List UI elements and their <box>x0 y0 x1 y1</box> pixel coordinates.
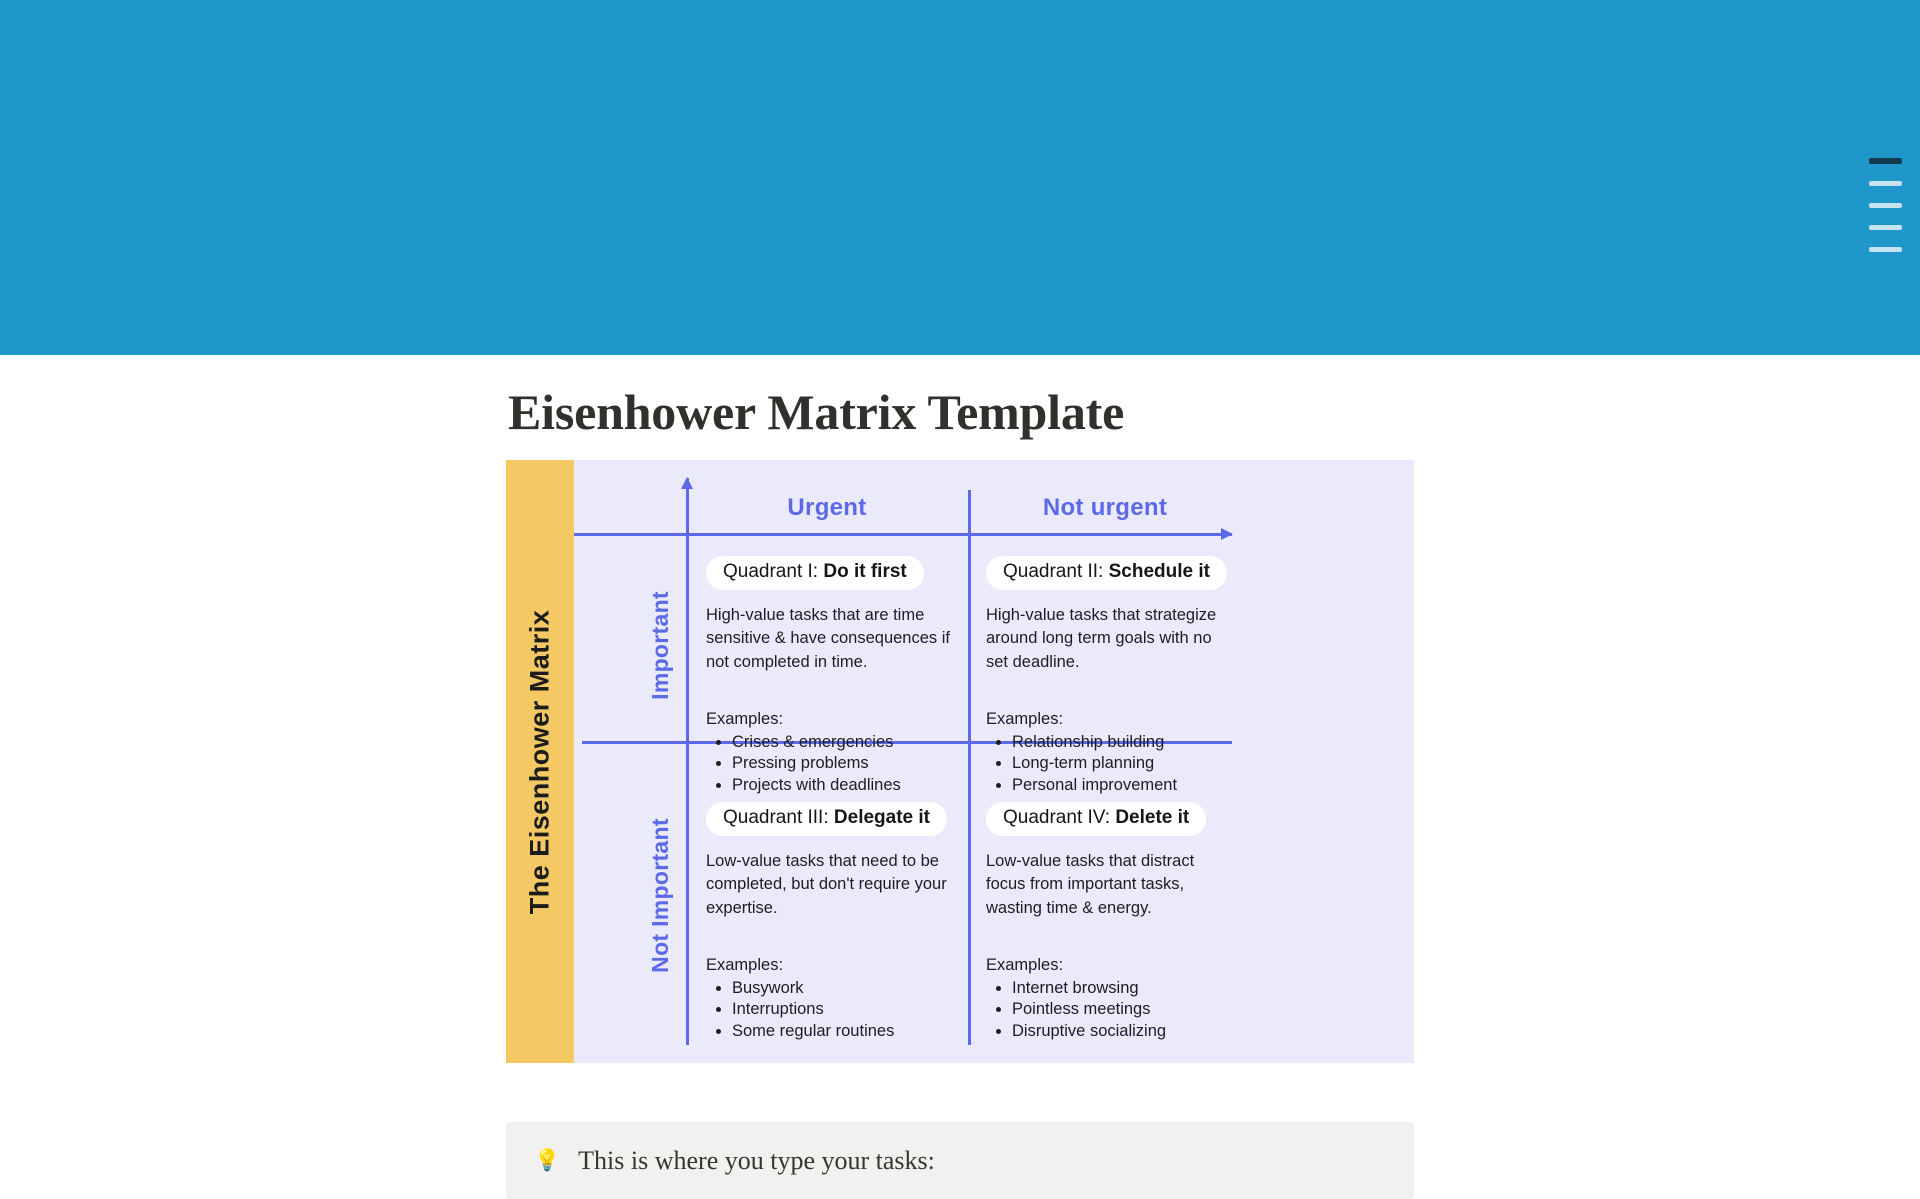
list-item: • Projects with deadlines <box>732 775 982 796</box>
quadrant-3-prefix: Quadrant III: <box>723 807 834 828</box>
quadrant-4-title <box>986 802 1206 836</box>
quadrant-3-title <box>706 802 947 836</box>
quadrant-4-examples-list <box>1012 978 1262 1042</box>
quadrant-3-description: Low-value tasks that need to be completed, but don't require your expertise. <box>706 851 947 917</box>
quadrant-2-action: Schedule it <box>1108 561 1210 582</box>
quadrant-3 <box>706 802 982 1042</box>
quadrant-4-examples-label: Examples: <box>986 956 1064 975</box>
quadrant-1-description: High-value tasks that are time sensitive & have consequences if not completed in time. <box>706 605 950 671</box>
quadrant-3-action: Delegate it <box>833 807 930 828</box>
column-header-urgent: Urgent <box>787 494 867 521</box>
eisenhower-matrix-graphic <box>506 460 1414 1063</box>
quadrant-3-examples-label: Examples: <box>706 956 784 975</box>
list-item: • Personal improvement <box>1012 775 1262 796</box>
list-item: • Pressing problems <box>732 753 982 774</box>
page-cover-banner <box>0 0 1920 355</box>
menu-bar-2 <box>1869 181 1902 186</box>
quadrant-1-examples <box>706 708 982 796</box>
row-label-important <box>643 560 677 730</box>
menu-bar-3 <box>1869 203 1902 208</box>
quadrant-4 <box>986 802 1262 1042</box>
row-label-important-text: Important <box>646 590 673 700</box>
page-title: Eisenhower Matrix Template <box>508 384 1125 440</box>
quadrant-2-examples <box>986 708 1262 796</box>
list-item: • Some regular routines <box>732 1021 982 1042</box>
list-item: • Interruptions <box>732 999 982 1020</box>
lightbulb-icon: 💡 <box>534 1149 561 1172</box>
column-header-not-urgent: Not urgent <box>1042 494 1168 521</box>
quadrant-4-description: Low-value tasks that distract focus from important tasks, wasting time & energy. <box>986 851 1195 917</box>
matrix-sidebar <box>506 460 574 1063</box>
quadrant-2-examples-label: Examples: <box>986 710 1064 729</box>
quadrant-2-examples-list <box>1012 732 1262 796</box>
quadrant-4-prefix: Quadrant IV: <box>1003 807 1116 828</box>
row-label-not-important-text: Not Important <box>646 817 673 973</box>
list-item: • Disruptive socializing <box>1012 1021 1262 1042</box>
list-item: • Long-term planning <box>1012 753 1262 774</box>
list-item: • Busywork <box>732 978 982 999</box>
list-item: • Relationship building <box>1012 732 1262 753</box>
horizontal-axis-arrow <box>574 533 1232 536</box>
quadrant-1 <box>706 556 982 796</box>
quadrant-1-action: Do it first <box>823 561 907 582</box>
quadrant-1-prefix: Quadrant I: <box>723 561 824 582</box>
menu-bar-5 <box>1869 247 1902 252</box>
list-item: • Crises & emergencies <box>732 732 982 753</box>
matrix-body <box>574 460 1414 1063</box>
quadrant-4-examples <box>986 954 1262 1042</box>
menu-bar-1 <box>1869 158 1902 164</box>
quadrant-3-examples <box>706 954 982 1042</box>
callout-block[interactable] <box>506 1122 1414 1199</box>
quadrant-1-examples-list <box>732 732 982 796</box>
quadrant-2-description: High-value tasks that strategize around long term goals with no set deadline. <box>986 605 1217 671</box>
quadrant-2-title <box>986 556 1227 590</box>
matrix-sidebar-label: The Eisenhower Matrix <box>524 609 555 914</box>
quadrant-2-prefix: Quadrant II: <box>1003 561 1109 582</box>
list-item: • Internet browsing <box>1012 978 1262 999</box>
list-item: • Pointless meetings <box>1012 999 1262 1020</box>
menu-bar-4 <box>1869 225 1902 230</box>
row-label-not-important <box>643 780 677 1010</box>
hamburger-menu-icon[interactable] <box>1858 158 1902 252</box>
callout-text: This is where you type your tasks: <box>578 1145 935 1175</box>
vertical-axis-arrow <box>686 478 689 1045</box>
quadrant-2 <box>986 556 1262 796</box>
quadrant-1-title <box>706 556 924 590</box>
quadrant-4-action: Delete it <box>1115 807 1190 828</box>
quadrant-1-examples-label: Examples: <box>706 710 784 729</box>
quadrant-3-examples-list <box>732 978 982 1042</box>
